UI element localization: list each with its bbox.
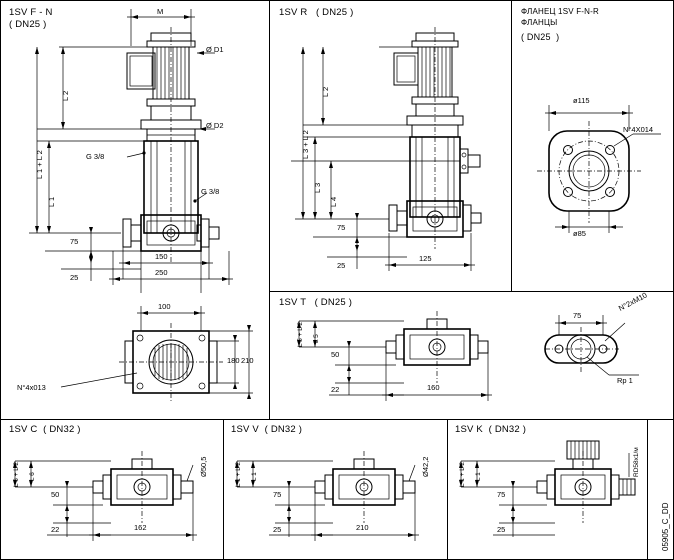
sheet-code: 05905_C_DD bbox=[661, 502, 670, 551]
label-250: 250 bbox=[155, 268, 168, 277]
label-l1-l2: L 1 + L 2 bbox=[35, 150, 44, 179]
label-c-162: 162 bbox=[134, 523, 147, 532]
panel-1sv-v bbox=[223, 419, 447, 560]
label-t-rp1: Rp 1 bbox=[617, 376, 633, 385]
panel-1sv-c bbox=[1, 419, 223, 560]
panel-1sv-r bbox=[269, 1, 511, 291]
label-v-l1: L 1 bbox=[251, 472, 258, 481]
label-c-l6-l2: L 6 + L 2 bbox=[13, 462, 20, 487]
label-k-l1-l2: L 1 + L 2 bbox=[459, 462, 466, 487]
label-t-160: 160 bbox=[427, 383, 440, 392]
label-c-50: 50 bbox=[51, 490, 60, 499]
label-r-25: 25 bbox=[337, 261, 346, 270]
panel-1sv-k bbox=[447, 419, 647, 560]
label-r-l3: L 3 bbox=[313, 182, 322, 193]
panel-1sv-fn-title-line1: 1SV F - N bbox=[9, 7, 53, 18]
label-v-210: 210 bbox=[356, 523, 369, 532]
label-g38-bottom: G 3/8 bbox=[201, 187, 220, 196]
label-150: 150 bbox=[155, 252, 168, 261]
label-v-l1-l2: L 1 + L 2 bbox=[235, 462, 242, 487]
panel-1sv-v-graphics bbox=[223, 419, 447, 560]
label-flange-bolt: N°4X014 bbox=[623, 125, 654, 134]
label-r-l4: L 4 bbox=[329, 196, 338, 207]
panel-flange-graphics bbox=[511, 1, 674, 291]
label-25: 25 bbox=[70, 273, 79, 282]
panel-flange-title-line2: ФЛАНЦЫ bbox=[521, 18, 558, 27]
panel-flange-title-line1: ФЛАНЕЦ 1SV F-N-R bbox=[521, 7, 599, 16]
panel-1sv-v-title: 1SV V ( DN32 ) bbox=[231, 424, 303, 435]
label-g38-top: G 3/8 bbox=[86, 152, 105, 161]
label-flange-outer: ø115 bbox=[573, 96, 590, 105]
panel-1sv-c-title: 1SV C ( DN32 ) bbox=[9, 424, 81, 435]
label-k-25: 25 bbox=[497, 525, 506, 534]
label-d1: Ø D1 bbox=[206, 45, 224, 54]
label-t-l5: L 5 bbox=[313, 334, 320, 343]
label-m: M bbox=[157, 7, 164, 16]
label-k-thread: RD58x1/м bbox=[633, 447, 640, 477]
panel-1sv-k-graphics bbox=[447, 419, 647, 560]
label-r-l2: L 2 bbox=[321, 86, 330, 97]
label-k-l1: L 1 bbox=[475, 472, 482, 481]
label-v-diam: Ø42,2 bbox=[421, 456, 430, 477]
label-k-75: 75 bbox=[497, 490, 506, 499]
label-base-holes: N°4x013 bbox=[17, 383, 46, 392]
panel-1sv-c-graphics bbox=[1, 419, 223, 560]
label-t-50: 50 bbox=[331, 350, 340, 359]
panel-1sv-fn bbox=[1, 1, 269, 419]
label-r-75: 75 bbox=[337, 223, 346, 232]
label-100: 100 bbox=[158, 302, 171, 311]
label-210: 210 bbox=[241, 356, 254, 365]
label-t-thread: N°2xM10 bbox=[617, 290, 649, 313]
panel-1sv-t-title: 1SV T ( DN25 ) bbox=[279, 297, 353, 308]
label-t-l5-l2: L 5 + L 2 bbox=[297, 322, 304, 347]
panel-flange-title-line3: ( DN25 ) bbox=[521, 32, 560, 42]
label-c-l6: L 6 bbox=[29, 472, 36, 481]
panel-1sv-t-graphics bbox=[269, 291, 674, 419]
label-c-diam: Ø50,5 bbox=[199, 456, 208, 477]
label-l2: L 2 bbox=[61, 90, 70, 101]
label-r-125: 125 bbox=[419, 254, 432, 263]
divider-vertical-bottom-3 bbox=[647, 419, 648, 560]
panel-flange bbox=[511, 1, 674, 291]
panel-1sv-t bbox=[269, 291, 674, 419]
label-c-22: 22 bbox=[51, 525, 60, 534]
panel-1sv-k-title: 1SV K ( DN32 ) bbox=[455, 424, 527, 435]
label-r-l3-l2: L 3 + L 2 bbox=[301, 130, 310, 159]
label-v-75: 75 bbox=[273, 490, 282, 499]
label-v-25: 25 bbox=[273, 525, 282, 534]
label-180: 180 bbox=[227, 356, 240, 365]
label-l1: L 1 bbox=[47, 196, 56, 207]
label-d2: Ø D2 bbox=[206, 121, 224, 130]
label-t-22: 22 bbox=[331, 385, 340, 394]
label-t-75: 75 bbox=[573, 311, 582, 320]
label-75: 75 bbox=[70, 237, 79, 246]
label-flange-inner: ø85 bbox=[573, 229, 586, 238]
panel-1sv-r-title: 1SV R ( DN25 ) bbox=[279, 7, 354, 18]
panel-1sv-fn-title-line2: ( DN25 ) bbox=[9, 19, 47, 30]
